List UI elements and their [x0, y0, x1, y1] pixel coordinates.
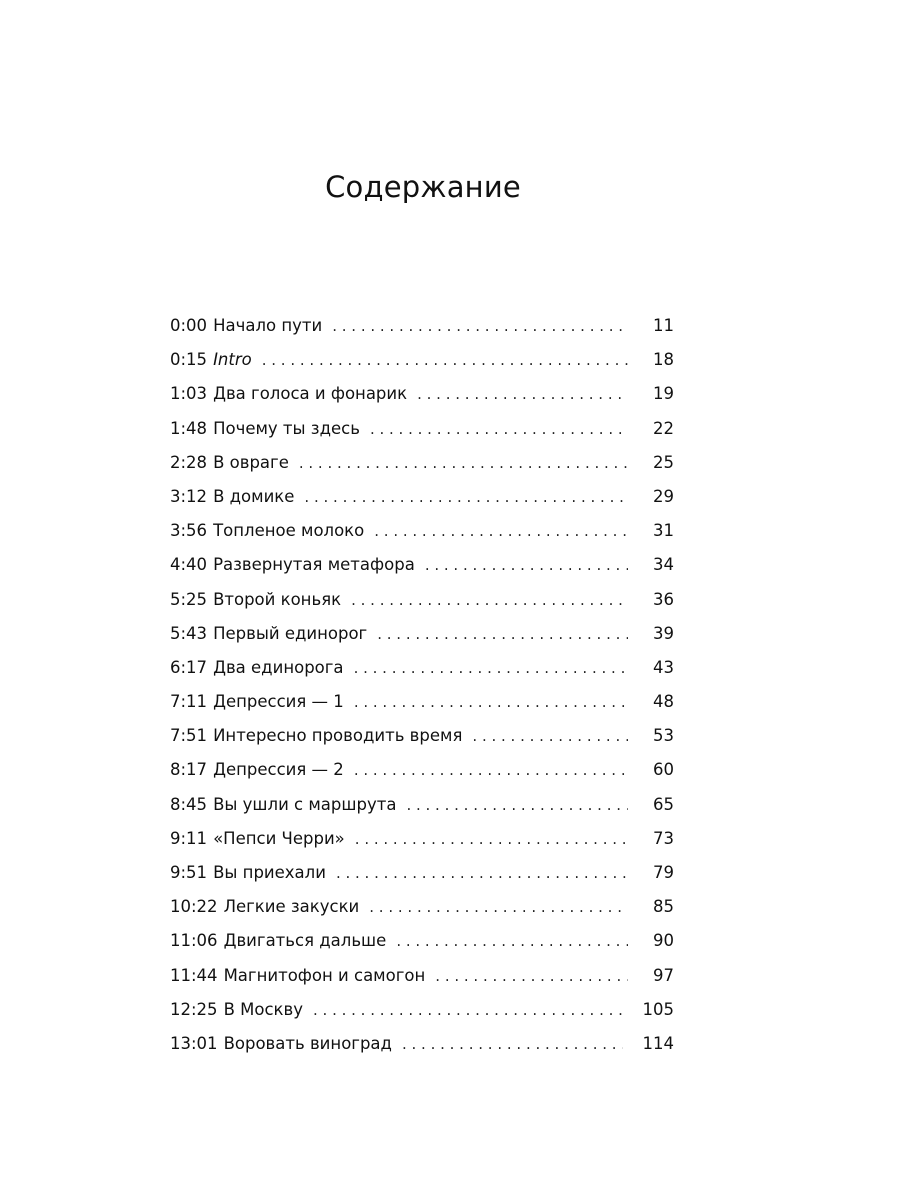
- toc-entry-title: Развернутая метафора: [213, 555, 415, 575]
- toc-entry-time: 5:43: [170, 623, 208, 643]
- toc-entry-time: 8:45: [170, 794, 208, 814]
- toc-entry-title: В домике: [213, 486, 295, 506]
- toc-entry-title: В овраге: [213, 452, 289, 472]
- toc-entry-title: Воровать виноград: [223, 1033, 392, 1053]
- toc-entry-page-number: 25: [653, 452, 674, 472]
- toc-entry-time: 3:12: [170, 486, 208, 506]
- toc-entry-title: Магнитофон и самогон: [223, 965, 426, 985]
- toc-entry-time: 1:48: [170, 418, 208, 438]
- toc-entry: [170, 924, 674, 958]
- toc-entry-time: 7:11: [170, 692, 208, 712]
- toc-entry-page-number: 105: [642, 999, 674, 1019]
- toc-entry-page-number: 34: [653, 555, 674, 575]
- dot-leader: [351, 583, 628, 617]
- toc-entry-page-number: 97: [653, 965, 674, 985]
- toc-entry-time: 10:22: [170, 897, 218, 917]
- dot-leader: [369, 890, 628, 924]
- toc-entry-title: Легкие закуски: [223, 897, 360, 917]
- toc-entry-page-number: 39: [653, 623, 674, 643]
- toc-entry: [170, 856, 674, 890]
- toc-entry-title: Вы приехали: [213, 863, 326, 882]
- toc-entry: [170, 993, 674, 1027]
- toc-entry-time: 6:17: [170, 657, 208, 677]
- dot-leader: [336, 856, 628, 890]
- toc-entry-title: Два единорога: [213, 657, 344, 677]
- toc-entry: [170, 548, 674, 582]
- toc-entry-page-number: 18: [653, 350, 674, 370]
- toc-entry-title: Два голоса и фонарик: [213, 384, 408, 404]
- toc-entry: [170, 514, 674, 548]
- toc-entry-page-number: 11: [653, 316, 674, 335]
- toc-entry: [170, 343, 674, 377]
- toc-entry-title: Вы ушли с маршрута: [213, 794, 397, 814]
- dot-leader: [332, 309, 628, 343]
- toc-entry-page-number: 31: [653, 521, 674, 541]
- toc-entry-page-number: 19: [653, 384, 674, 404]
- toc-entry-time: 7:51: [170, 726, 208, 746]
- dot-leader: [396, 924, 628, 958]
- toc-entry-page-number: 60: [653, 760, 674, 780]
- toc-entry-page-number: 65: [653, 794, 674, 814]
- toc-entry-page-number: 79: [653, 863, 674, 882]
- toc-entry-time: 11:44: [170, 965, 218, 985]
- toc-entry-title: Двигаться дальше: [223, 931, 387, 951]
- toc-entry-page-number: 48: [653, 692, 674, 712]
- dot-leader: [435, 959, 628, 993]
- page-title: Содержание: [325, 170, 521, 204]
- toc-entry-page-number: 29: [653, 486, 674, 506]
- toc-entry-title: Intro: [213, 350, 252, 370]
- toc-entry-title: Депрессия — 2: [213, 760, 344, 780]
- dot-leader: [370, 412, 628, 446]
- toc-entry-time: 2:28: [170, 452, 208, 472]
- toc-entry-title: Интересно проводить время: [213, 726, 463, 746]
- dot-leader: [402, 1027, 623, 1061]
- dot-leader: [374, 514, 628, 548]
- toc-entry-page-number: 53: [653, 726, 674, 746]
- dot-leader: [313, 993, 623, 1027]
- dot-leader: [354, 651, 628, 685]
- toc-entry-page-number: 90: [653, 931, 674, 951]
- toc-entry: [170, 890, 674, 924]
- toc-entry-title: Топленое молоко: [213, 521, 365, 541]
- toc-entry-page-number: 22: [653, 418, 674, 438]
- toc-entry-page-number: 85: [653, 897, 674, 917]
- toc-entry-time: 0:00: [170, 316, 208, 335]
- toc-entry-time: 8:17: [170, 760, 208, 780]
- toc-entry-page-number: 73: [653, 828, 674, 848]
- toc-entry-time: 9:51: [170, 863, 208, 882]
- toc-entry: [170, 651, 674, 685]
- toc-entry: [170, 583, 674, 617]
- dot-leader: [417, 377, 628, 411]
- toc-entry-title: Депрессия — 1: [213, 692, 344, 712]
- dot-leader: [354, 685, 628, 719]
- dot-leader: [425, 548, 628, 582]
- toc-entry: [170, 446, 674, 480]
- toc-entry: [170, 822, 674, 856]
- dot-leader: [377, 617, 628, 651]
- toc-entry: [170, 480, 674, 514]
- toc-entry-time: 3:56: [170, 521, 208, 541]
- dot-leader: [354, 753, 628, 787]
- dot-leader: [299, 446, 628, 480]
- toc-entry: [170, 959, 674, 993]
- toc-entry-page-number: 36: [653, 589, 674, 609]
- dot-leader: [262, 343, 628, 377]
- toc-entry: [170, 412, 674, 446]
- dot-leader: [472, 719, 628, 753]
- toc-entry: [170, 617, 674, 651]
- toc-entry-title: В Москву: [223, 999, 303, 1019]
- toc-entry-time: 13:01: [170, 1033, 218, 1053]
- toc-entry: [170, 309, 674, 343]
- toc-entry-title: Почему ты здесь: [213, 418, 360, 438]
- table-of-contents: [170, 309, 674, 1061]
- toc-entry-title: «Пепси Черри»: [213, 828, 345, 848]
- toc-entry-time: 11:06: [170, 931, 218, 951]
- toc-entry: [170, 377, 674, 411]
- toc-entry-time: 5:25: [170, 589, 208, 609]
- toc-entry: [170, 788, 674, 822]
- toc-entry-time: 4:40: [170, 555, 208, 575]
- toc-entry-time: 1:03: [170, 384, 208, 404]
- dot-leader: [304, 480, 628, 514]
- toc-entry-page-number: 114: [642, 1033, 674, 1053]
- dot-leader: [355, 822, 628, 856]
- toc-entry-title: Первый единорог: [213, 623, 368, 643]
- toc-entry-time: 9:11: [170, 828, 208, 848]
- toc-entry: [170, 685, 674, 719]
- toc-entry: [170, 719, 674, 753]
- dot-leader: [406, 788, 628, 822]
- toc-entry-page-number: 43: [653, 657, 674, 677]
- toc-entry: [170, 1027, 674, 1061]
- toc-entry: [170, 753, 674, 787]
- toc-entry-title: Второй коньяк: [213, 589, 342, 609]
- toc-entry-title: Начало пути: [213, 316, 323, 335]
- toc-entry-time: 12:25: [170, 999, 218, 1019]
- toc-entry-time: 0:15: [170, 350, 208, 370]
